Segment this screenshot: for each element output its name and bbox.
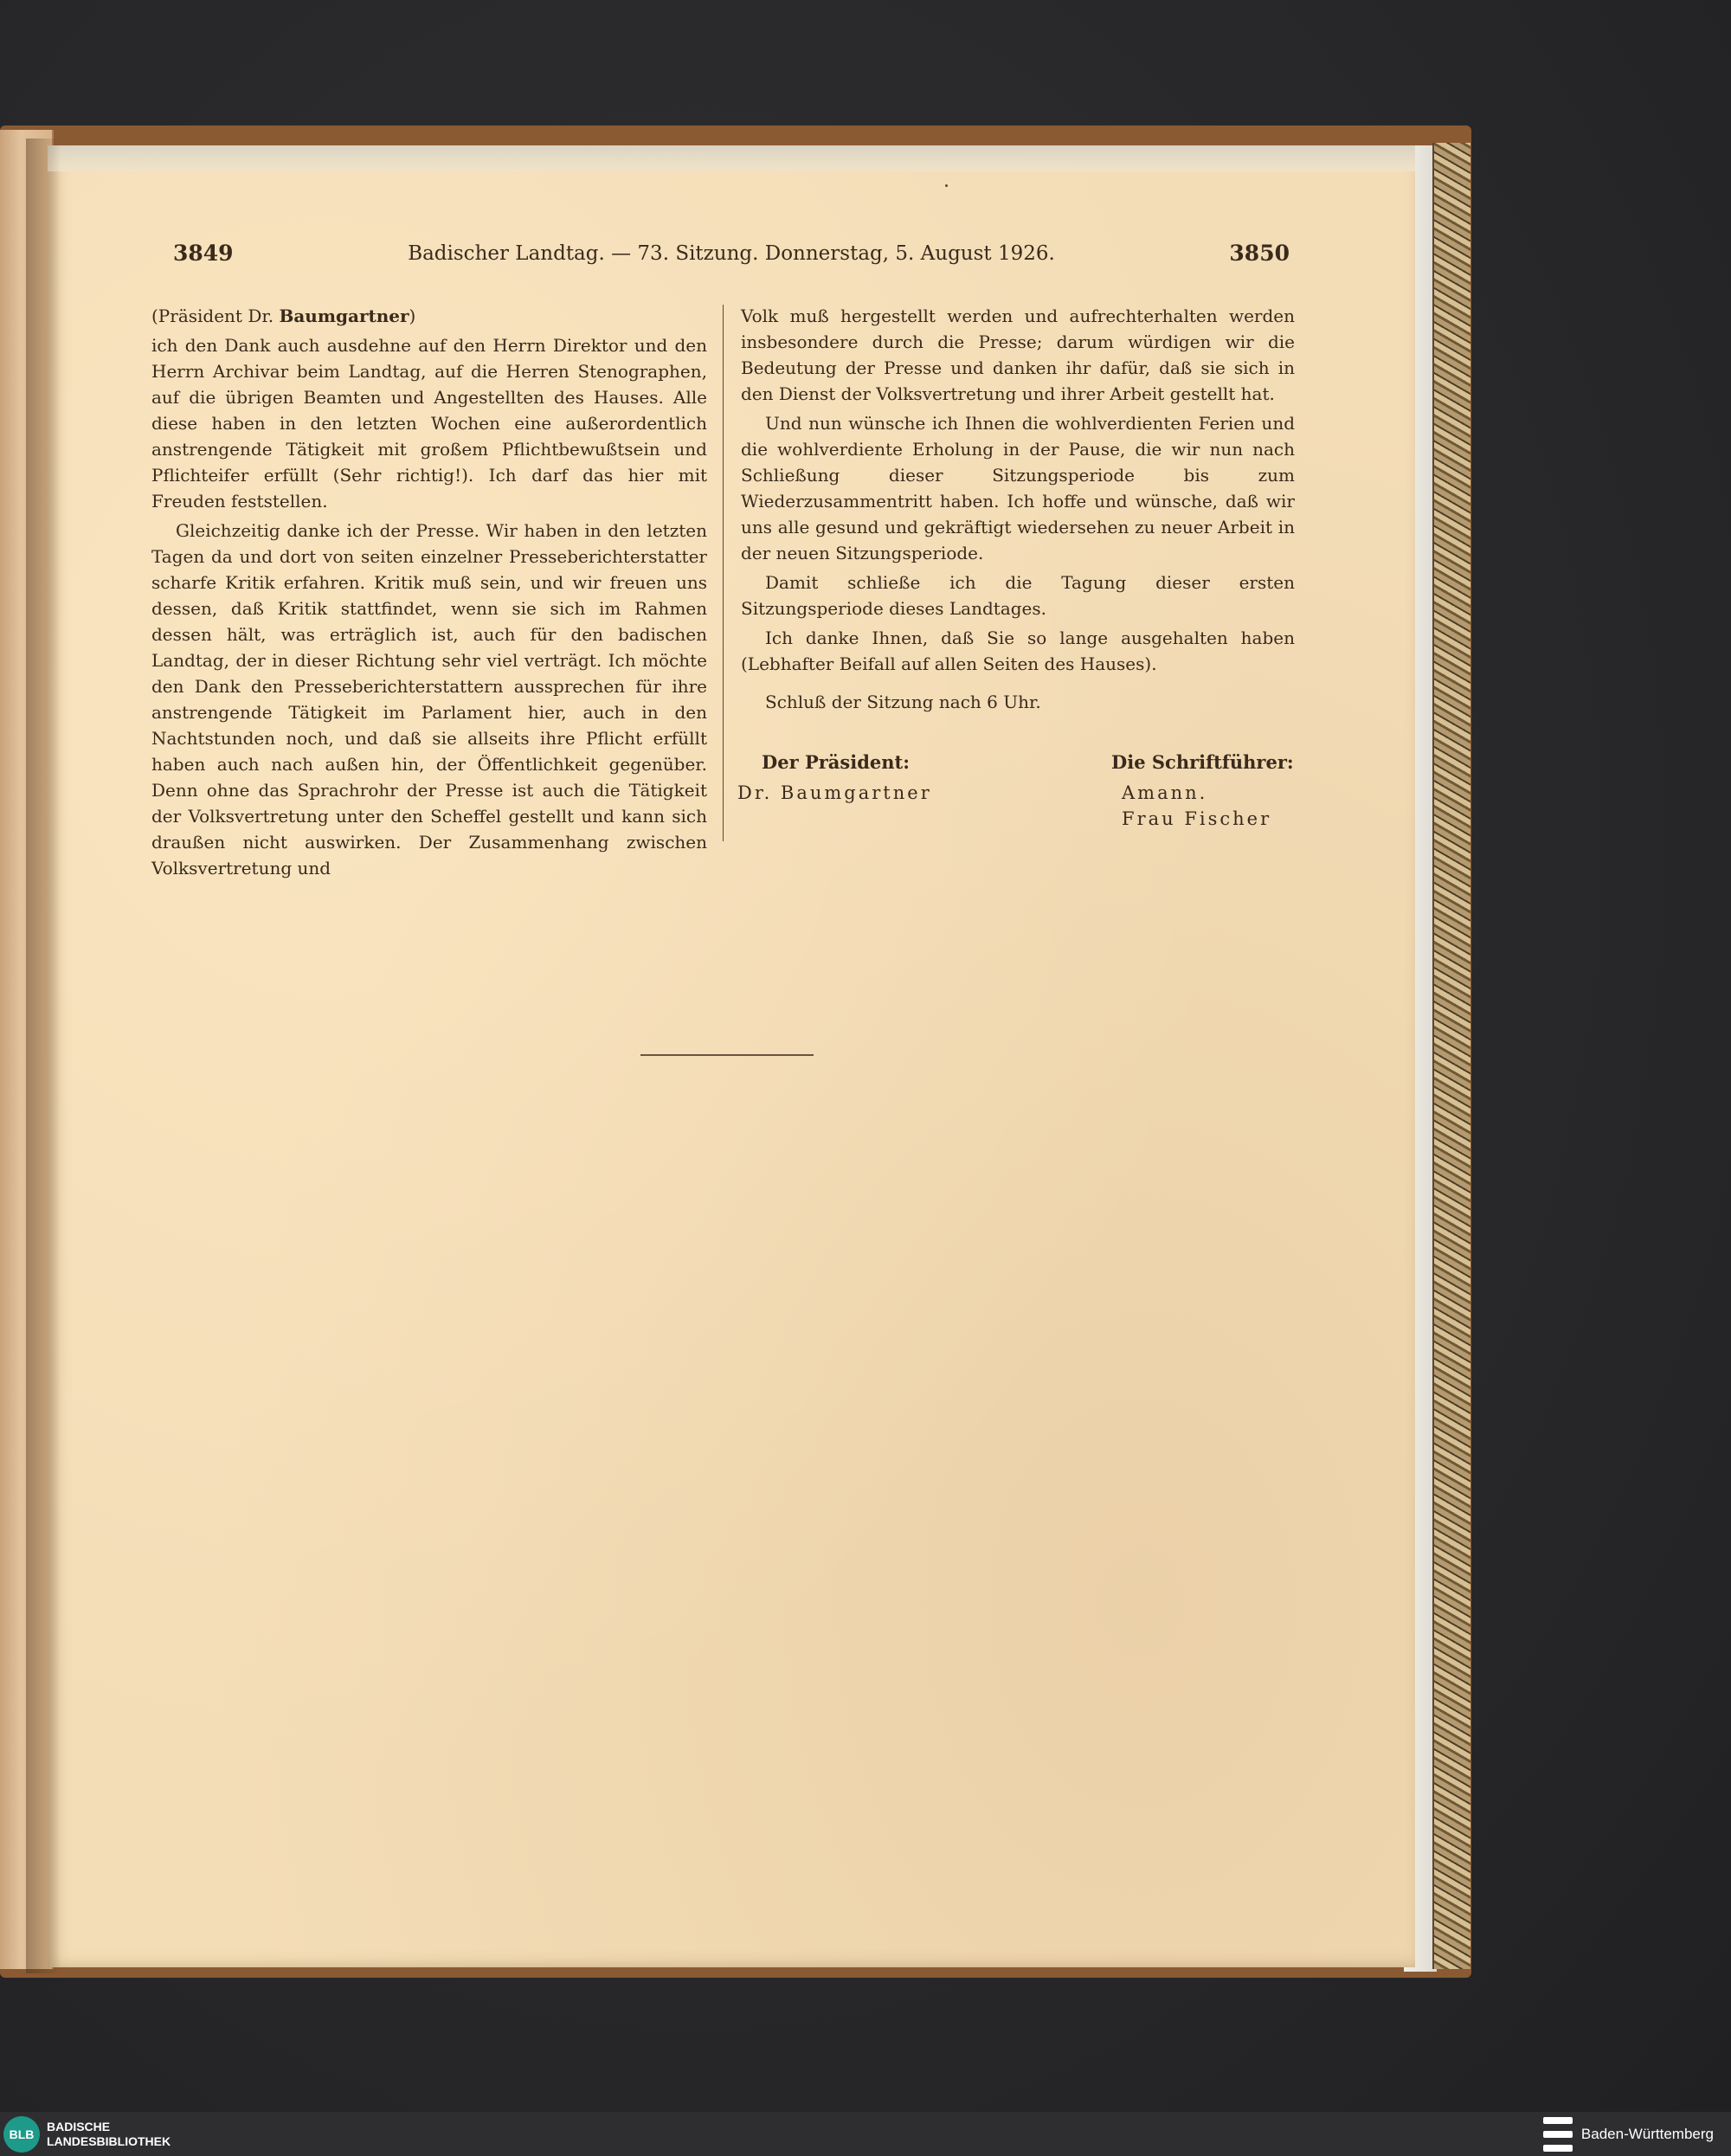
state-name: Baden-Württemberg bbox=[1580, 2125, 1714, 2142]
end-rule bbox=[640, 1054, 814, 1056]
blb-badge-icon: BLB bbox=[3, 2116, 40, 2153]
right-text-column bbox=[741, 303, 1295, 718]
viewer-footer bbox=[0, 2112, 1731, 2156]
secretary-name-2: Frau Fischer bbox=[1122, 808, 1272, 829]
header-title: Badischer Landtag. — 73. Sitzung. Donnerstag, 5. August 1926. bbox=[408, 242, 1055, 265]
paragraph: Ich danke Ihnen, daß Sie so lange ausgehalten haben (Lebhafter Beifall auf allen Seiten des Hauses). bbox=[741, 627, 1295, 674]
page-number-right: 3850 bbox=[1229, 241, 1290, 266]
lions-crest-icon bbox=[1543, 2117, 1573, 2152]
president-name: Dr. Baumgartner bbox=[737, 782, 932, 803]
running-header bbox=[173, 241, 1290, 275]
speaker-prefix: (Präsident Dr. bbox=[151, 306, 274, 326]
page-top-band bbox=[48, 145, 1415, 171]
library-name-line1: BADISCHE bbox=[47, 2119, 111, 2133]
paragraph: Und nun wünsche ich Ihnen die wohlverdienten Ferien und die wohlverdiente Erholung in der Pause, die wir nun nach Schließung dieser Sitzungsperiode bis zum Wiederzusammentritt haben. Ich hoffe und wünsche, daß wir uns alle gesund und gekräftigt wiedersehen zu neuer Arbeit in der neuen Sitzungsperiode. bbox=[741, 413, 1295, 563]
marbled-endpaper bbox=[1432, 143, 1470, 1969]
page-number-left: 3849 bbox=[173, 241, 234, 266]
library-name bbox=[47, 2120, 171, 2149]
paragraph: ich den Dank auch ausdehne auf den Herrn Direktor und den Herrn Archivar beim Landtag, auf die Herren Stenographen, auf die übrigen Beamten und Angestellten des Hauses. Alle diese haben in den letzten Wochen eine außerordentlich anstrengende Tätigkeit mit großem Pflichtbewußtsein und Pflichteifer erfüllt (Sehr richtig!). Ich darf das hier mit Freuden feststellen. bbox=[151, 335, 707, 512]
column-divider bbox=[723, 305, 724, 841]
speaker-suffix: ) bbox=[409, 306, 416, 326]
gutter-shadow bbox=[26, 138, 61, 1973]
blb-logo[interactable] bbox=[3, 2116, 171, 2153]
library-name-line2: LANDESBIBLIOTHEK bbox=[47, 2133, 171, 2148]
paragraph: Volk muß hergestellt werden und aufrechterhalten werden insbesondere durch die Presse; darum würdigen wir die Bedeutung der Presse und danken ihr dafür, daß sie sich in den Dienst der Volksvertretung und ihrer Arbeit gestellt hat. bbox=[741, 306, 1295, 404]
secretary-name-1: Amann. bbox=[1122, 782, 1208, 803]
speaker-name: Baumgartner bbox=[279, 306, 409, 326]
president-label: Der Präsident: bbox=[762, 751, 910, 773]
secretaries-label: Die Schriftführer: bbox=[1111, 751, 1294, 773]
state-logo[interactable] bbox=[1543, 2117, 1714, 2152]
speaker-line bbox=[151, 303, 707, 329]
left-text-column bbox=[151, 303, 707, 885]
session-close-line: Schluß der Sitzung nach 6 Uhr. bbox=[765, 692, 1041, 712]
paragraph: Gleichzeitig danke ich der Presse. Wir haben in den letzten Tagen da und dort von seiten einzelner Presseberichterstatter scharfe Kritik erfahren. Kritik muß sein, und wir freuen uns dessen, daß Kritik stattfindet, wenn sie sich im Rahmen dessen hält, was erträglich ist, auch für den badischen Landtag, der in dieser Richtung sehr viel verträgt. Ich möchte den Dank den Presseberichterstattern aussprechen für ihre anstrengende Tätigkeit im Parlament hier, auch in den Nachtstunden noch, und daß sie allseits ihre Pflicht erfüllt haben auch nach außen hin, der Öffentlichkeit gegenüber. Denn ohne das Sprachrohr der Presse ist auch die Tätigkeit der Volksvertretung unter den Scheffel gestellt und kann sich draußen nicht auswirken. Der Zusammenhang zwischen Volksvertretung und bbox=[151, 520, 707, 878]
paragraph: Damit schließe ich die Tagung dieser ersten Sitzungsperiode dieses Landtages. bbox=[741, 572, 1295, 619]
ink-speck bbox=[945, 184, 948, 187]
